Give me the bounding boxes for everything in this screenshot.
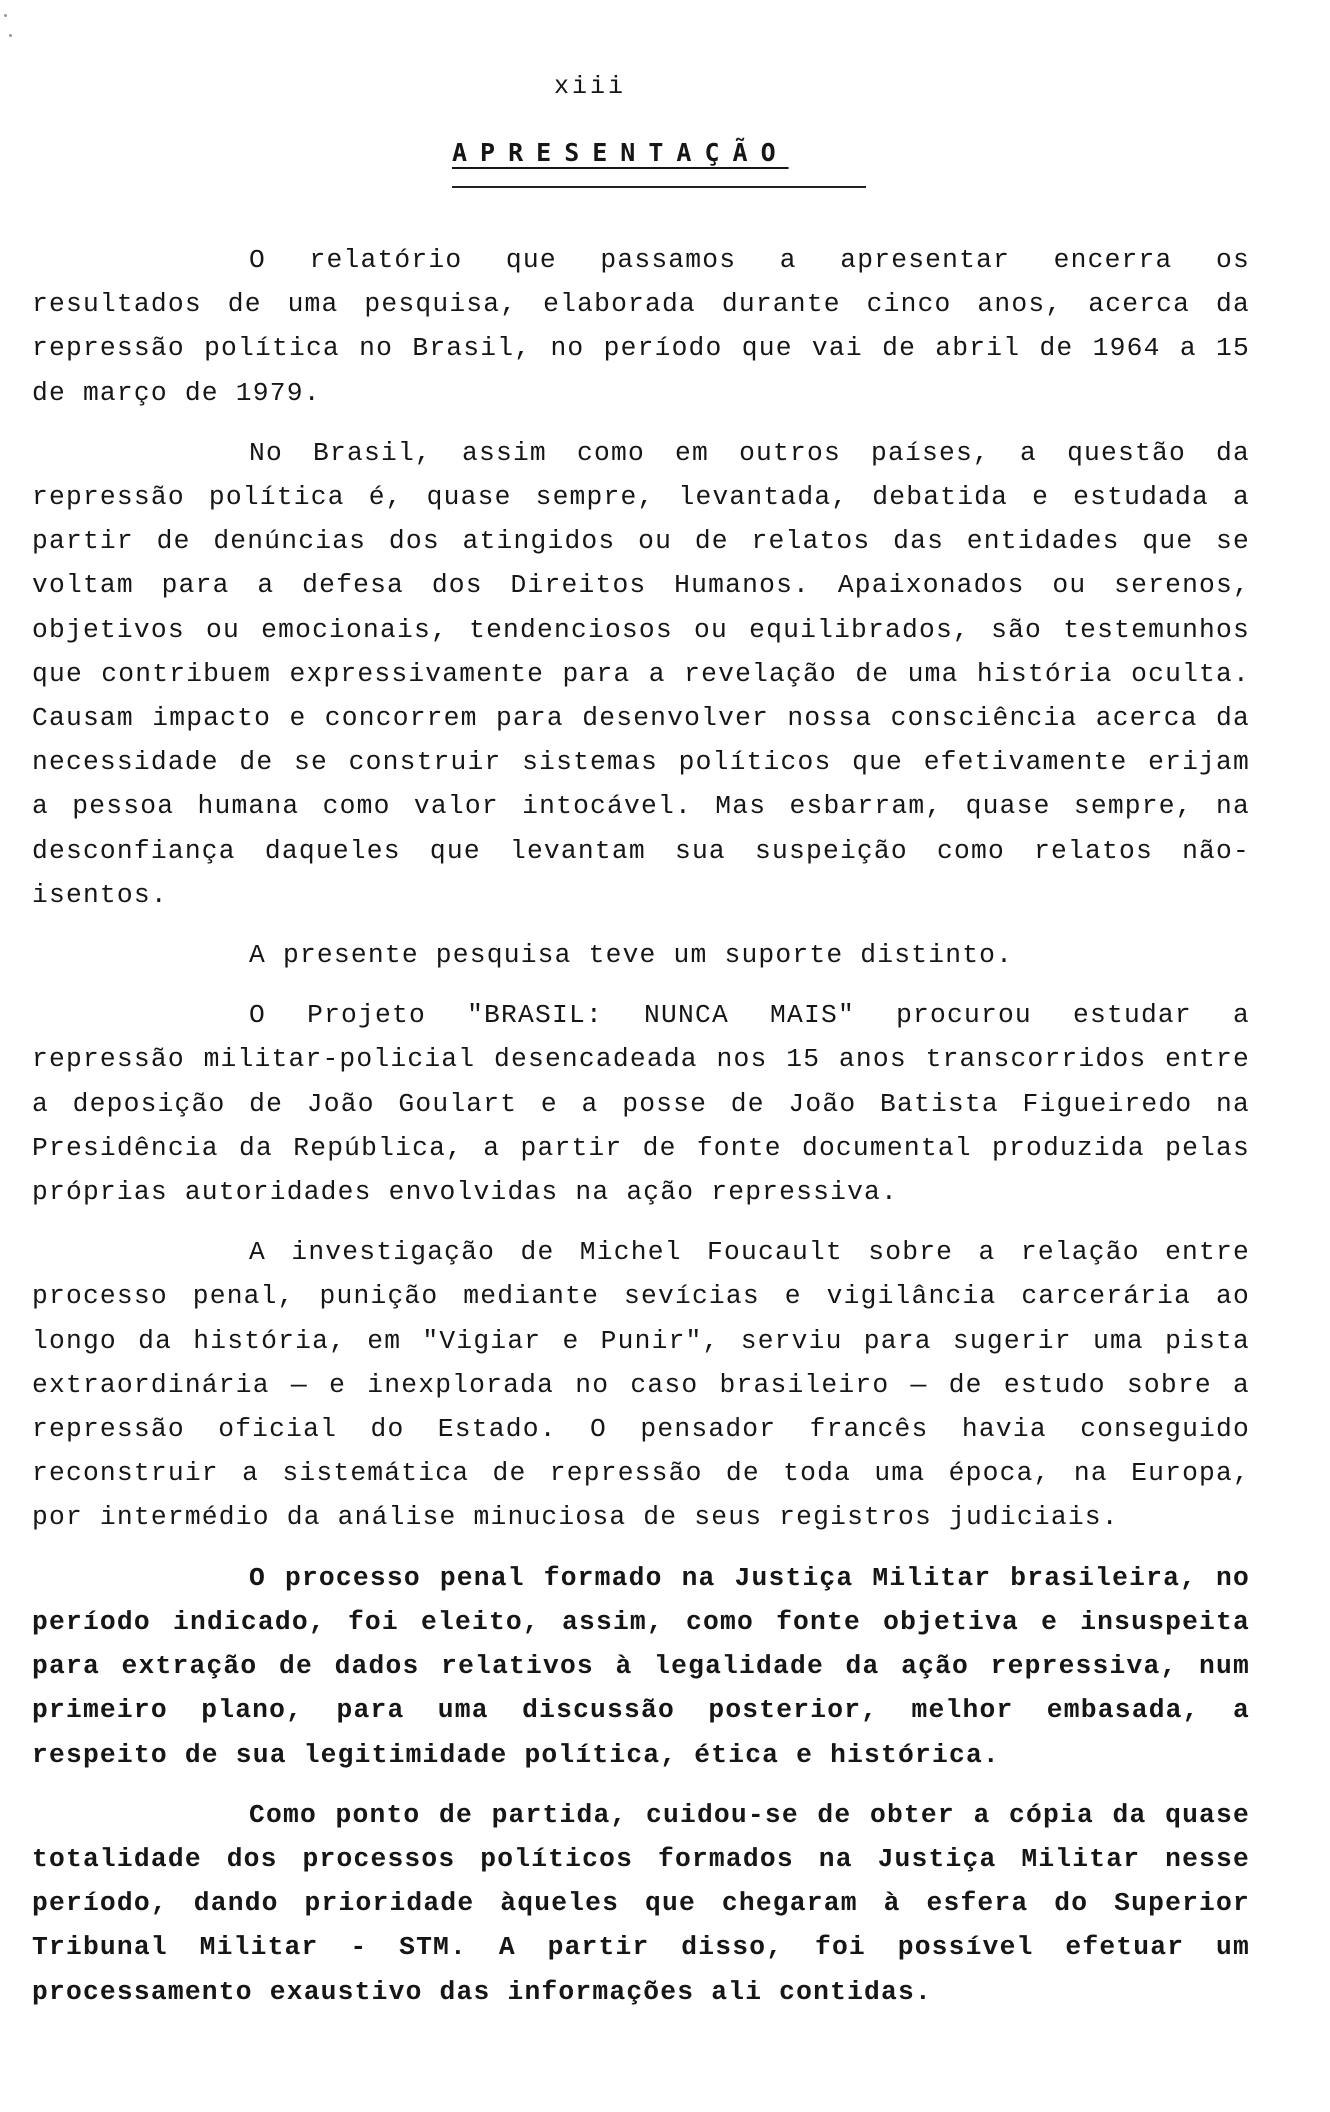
paragraph-project: O Projeto "BRASIL: NUNCA MAIS" procurou estudar a repressão militar-policial desencadeada nos 15 anos transcorridos entre a deposição de João Goulart e a posse de João Batista Figueiredo na Presidência da República, a partir de fonte documental produzida pelas próprias autoridades envolvidas na ação repressiva. xyxy=(32,1000,1250,1208)
page-title: APRESENTAÇÃO xyxy=(452,138,789,167)
title-underline-rule xyxy=(452,186,866,188)
scan-speck xyxy=(4,14,7,17)
paragraph-foucault: A investigação de Michel Foucault sobre a relação entre processo penal, punição mediante sevícias e vigilância carcerária ao longo da história, em "Vigiar e Punir", serviu para sugerir uma pista extraordinária — e inexplorada no caso brasileiro — de estudo sobre a repressão oficial do Estado. O pensador francês havia conseguido reconstruir a sistemática de repressão de toda uma época, na Europa, por intermédio da análise minuciosa de seus registros judiciais. xyxy=(32,1237,1250,1533)
paragraph-distinct-support: A presente pesquisa teve um suporte distinto. xyxy=(249,940,1014,971)
paragraph-starting-point: Como ponto de partida, cuidou-se de obter a cópia da quase totalidade dos processos políticos formados na Justiça Militar nesse período, dando prioridade àqueles que chegaram à esfera do Superior Tribunal Militar - STM. A partir disso, foi possível efetuar um processamento exaustivo das informações ali contidas. xyxy=(32,1799,1250,2007)
paragraph-military-justice: O processo penal formado na Justiça Militar brasileira, no período indicado, foi eleito, assim, como fonte objetiva e insuspeita para extração de dados relativos à legalidade da ação repressiva, num primeiro plano, para uma discussão posterior, melhor embasada, a respeito de sua legitimidade política, ética e histórica. xyxy=(32,1562,1250,1770)
paragraph-repression-context: No Brasil, assim como em outros países, a questão da repressão política é, quase sempre, levantada, debatida e estudada a partir de denúncias dos atingidos ou de relatos das entidades que se voltam para a defesa dos Direitos Humanos. Apaixonados ou serenos, objetivos ou emocionais, tendenciosos ou equilibrados, são testemunhos que contribuem expressivamente para a revelação de uma história oculta. Causam impacto e concorrem para desenvolver nossa consciência acerca da necessidade de se construir sistemas políticos que efetivamente erijam a pessoa humana como valor intocável. Mas esbarram, quase sempre, na desconfiança daqueles que levantam sua suspeição como relatos não-isentos. xyxy=(32,437,1250,910)
scan-speck xyxy=(9,34,12,37)
paragraph-intro: O relatório que passamos a apresentar encerra os resultados de uma pesquisa, elaborada durante cinco anos, acerca da repressão política no Brasil, no período que vai de abril de 1964 a 15 de março de 1979. xyxy=(32,245,1250,408)
body-text xyxy=(32,238,1250,2030)
page-number: xiii xyxy=(553,72,626,101)
